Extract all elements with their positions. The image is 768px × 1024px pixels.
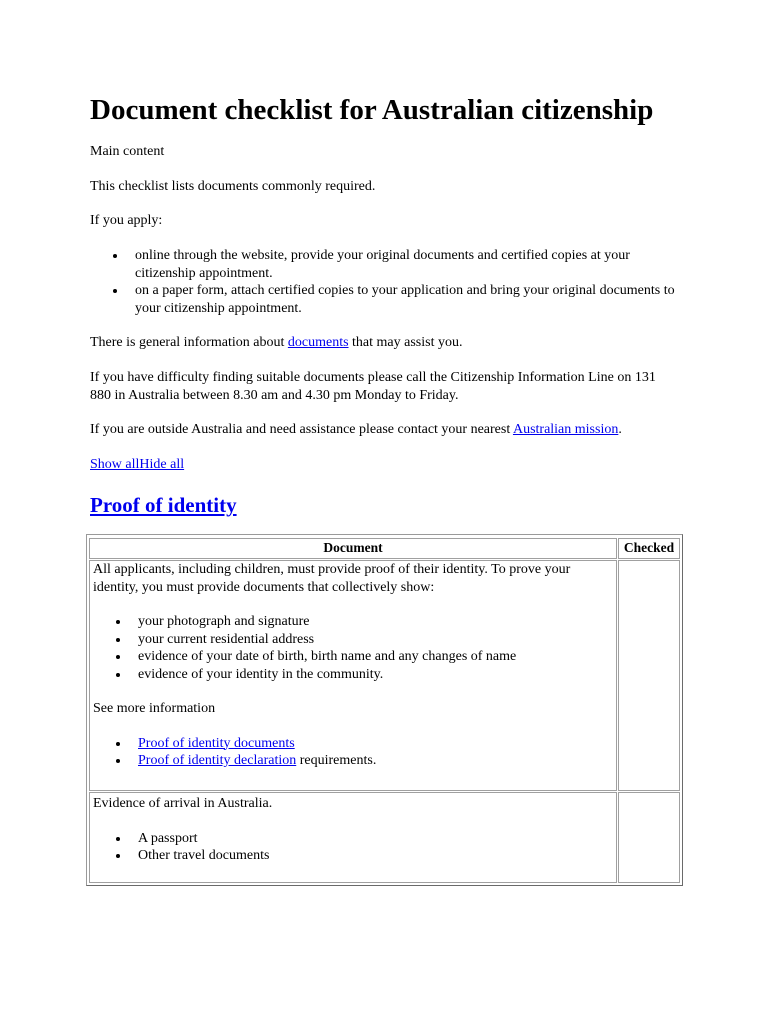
outside-text	[90, 421, 622, 439]
arrival-documents-list	[93, 830, 616, 865]
row2-intro: Evidence of arrival in Australia.	[93, 796, 273, 811]
more-info-links	[93, 735, 616, 770]
show-all-link[interactable]: Show all	[90, 457, 140, 472]
list-item: Other travel documents	[93, 847, 616, 865]
list-item: online through the website, provide your original documents and certified copies at your citizenship appointment.	[90, 247, 690, 282]
general-info-text	[90, 334, 462, 352]
header-checked: Checked	[618, 538, 680, 559]
apply-lead: If you apply:	[90, 213, 163, 228]
list-item: A passport	[93, 830, 616, 848]
outside-after: .	[618, 422, 622, 437]
row1-intro: All applicants, including children, must provide proof of their identity. To prove your identity, you must provide documents that collectively show:	[93, 562, 571, 595]
proof-of-identity-declaration-link[interactable]: Proof of identity declaration	[138, 753, 297, 768]
general-info-after: that may assist you.	[348, 335, 463, 350]
list-item	[93, 735, 616, 753]
row-proof-of-identity	[89, 560, 617, 791]
identity-requirements-list	[93, 613, 616, 683]
header-document: Document	[89, 538, 617, 559]
proof-of-identity-documents-link[interactable]: Proof of identity documents	[138, 735, 295, 751]
apply-list	[90, 247, 690, 317]
hide-all-link[interactable]: Hide all	[139, 457, 185, 472]
australian-mission-link[interactable]: Australian mission	[512, 422, 619, 437]
general-info-before: There is general information about	[90, 335, 288, 350]
difficulty-text: If you have difficulty finding suitable documents please call the Citizenship Information Line on 131 880 in Australia between 8.30 am and 4.30 pm Monday to Friday.	[90, 370, 656, 403]
page-title: Document checklist for Australian citizenship	[90, 94, 654, 126]
intro-text: This checklist lists documents commonly required.	[90, 179, 376, 194]
declaration-suffix: requirements.	[296, 753, 377, 768]
toggle-links	[90, 456, 184, 474]
outside-before: If you are outside Australia and need assistance please contact your nearest	[90, 422, 513, 437]
list-item: your current residential address	[93, 631, 616, 649]
list-item: evidence of your identity in the community.	[93, 666, 616, 684]
documents-link[interactable]: documents	[287, 335, 349, 350]
section-heading	[90, 490, 237, 520]
main-content-label: Main content	[90, 144, 165, 159]
row2-checked-cell[interactable]	[618, 792, 680, 883]
row-evidence-of-arrival	[89, 792, 617, 883]
checklist-table	[86, 534, 683, 886]
row1-checked-cell[interactable]	[618, 560, 680, 791]
see-more-label: See more information	[93, 701, 216, 716]
list-item: on a paper form, attach certified copies to your application and bring your original documents to your citizenship appointment.	[90, 282, 690, 317]
proof-of-identity-heading-link[interactable]: Proof of identity	[90, 493, 237, 517]
list-item: evidence of your date of birth, birth name and any changes of name	[93, 648, 616, 666]
list-item: your photograph and signature	[93, 613, 616, 631]
list-item	[93, 752, 616, 770]
